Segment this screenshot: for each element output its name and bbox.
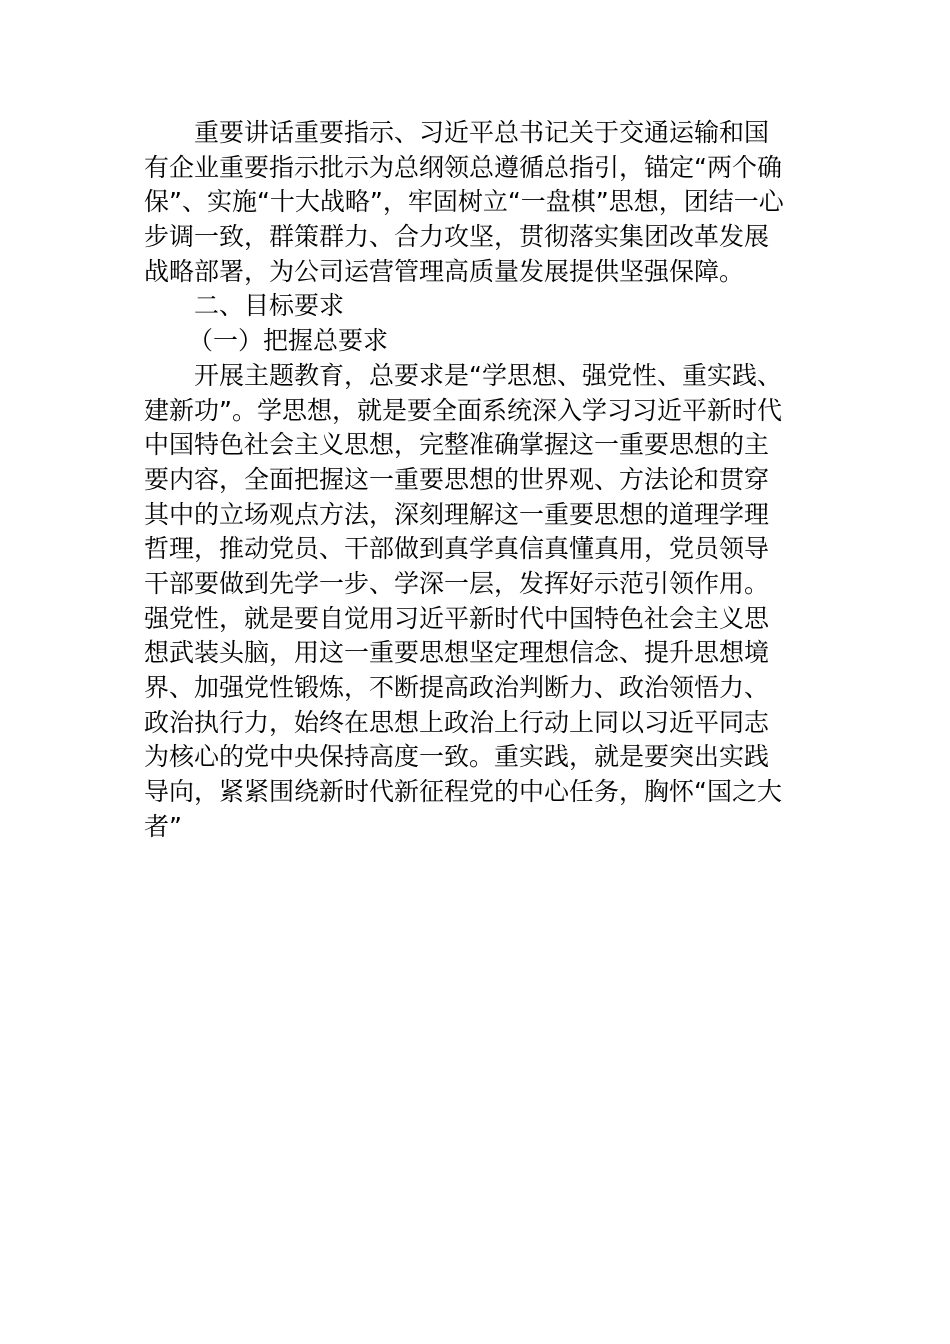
paragraph-line: 建新功”。学思想，就是要全面系统深入学习习近平新时代 <box>144 395 782 425</box>
paragraph-line: 重要讲话重要指示、习近平总书记关于交通运输和国 <box>194 118 770 147</box>
paragraph-line: 政治执行力，始终在思想上政治上行动上同以习近平同志 <box>144 707 770 737</box>
paragraph-line: 想武装头脑，用这一重要思想坚定理想信念、提升思想境 <box>144 638 770 668</box>
paragraph-line: 战略部署，为公司运营管理高质量发展提供坚强保障。 <box>144 256 745 286</box>
paragraph-line: 者” <box>144 811 182 841</box>
paragraph-line: 界、加强党性锻炼，不断提高政治判断力、政治领悟力、 <box>144 673 770 702</box>
paragraph-line: 开展主题教育，总要求是“学思想、强党性、重实践、 <box>194 360 782 390</box>
body-text <box>144 116 816 844</box>
section-heading: 二、目标要求 <box>194 291 345 321</box>
paragraph-line: 哲理，推动党员、干部做到真学真信真懂真用，党员领导 <box>144 534 770 564</box>
paragraph-line: 中国特色社会主义思想，完整准确掌握这一重要思想的主 <box>144 430 770 460</box>
paragraph-line: 为核心的党中央保持高度一致。重实践，就是要突出实践 <box>144 742 770 772</box>
subsection-heading: （一）把握总要求 <box>188 326 389 356</box>
paragraph-line: 保”、实施“十大战略”，牢固树立“一盘棋”思想，团结一心 <box>144 187 784 217</box>
paragraph-line: 其中的立场观点方法，深刻理解这一重要思想的道理学理 <box>144 499 770 529</box>
paragraph-line: 要内容，全面把握这一重要思想的世界观、方法论和贯穿 <box>144 464 770 494</box>
paragraph-line: 有企业重要指示批示为总纲领总遵循总指引，锚定“两个确 <box>144 152 782 182</box>
paragraph-line: 步调一致，群策群力、合力攻坚，贯彻落实集团改革发展 <box>144 222 770 252</box>
paragraph-line: 强党性，就是要自觉用习近平新时代中国特色社会主义思 <box>144 603 770 633</box>
paragraph-line: 导向，紧紧围绕新时代新征程党的中心任务，胸怀“国之大 <box>144 777 782 807</box>
paragraph-line: 干部要做到先学一步、学深一层，发挥好示范引领作用。 <box>144 568 770 598</box>
